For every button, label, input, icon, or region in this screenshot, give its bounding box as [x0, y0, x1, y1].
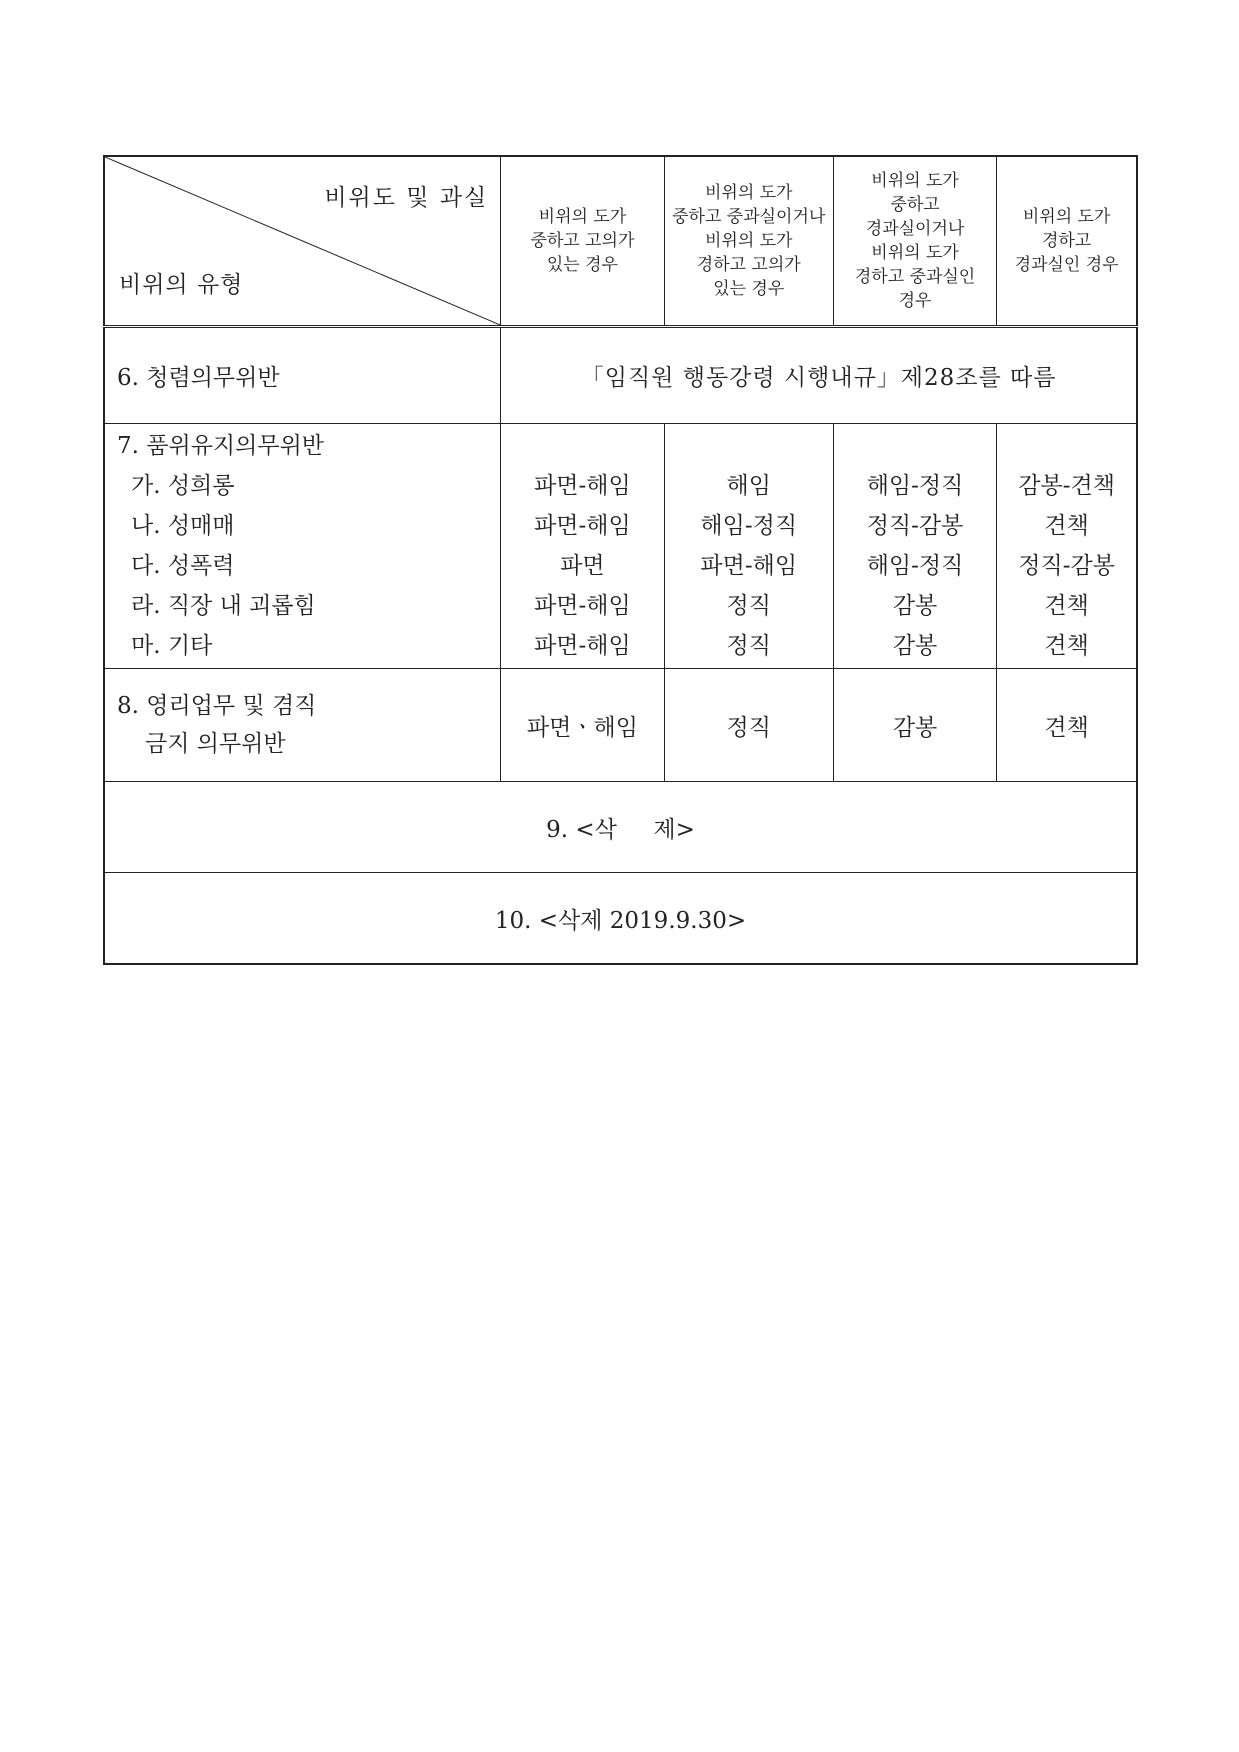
row7-value: 파면-해임: [534, 513, 631, 539]
row7-column-3: [833, 424, 996, 669]
row6-label: 6. 청렴의무위반: [104, 327, 501, 424]
row7-value: 해임-정직: [866, 473, 964, 499]
header-row: [104, 156, 1137, 327]
row8-value: 파면ㆍ해임: [501, 669, 664, 782]
row8-label-line2: 금지 의무위반: [145, 731, 286, 757]
row7-label-cell: [104, 424, 501, 669]
row7-value: 견책: [1044, 593, 1089, 619]
header-type-label: 비위의 유형: [119, 272, 244, 298]
row7-value: 파면-해임: [534, 593, 631, 619]
row7-value: 파면-해임: [700, 553, 798, 579]
row8-value: 견책: [997, 669, 1137, 782]
table-row-8: [104, 669, 1137, 782]
disciplinary-standards-table: [103, 155, 1138, 965]
row7-value: 파면-해임: [534, 633, 631, 659]
table-row-9: [104, 782, 1137, 873]
row7-value: 정직-감봉: [866, 513, 964, 539]
row7-value: 파면: [560, 553, 605, 579]
row7-value: 감봉-견책: [1018, 473, 1115, 499]
row7-value: 정직: [726, 593, 771, 619]
header-severity-label: 비위도 및 과실: [324, 185, 489, 211]
row7-value: 해임-정직: [700, 513, 798, 539]
table-row-6: [104, 327, 1137, 424]
table-row-7: [104, 424, 1137, 669]
row7-item-label: 다. 성폭력: [131, 553, 235, 579]
row7-item-label: 마. 기타: [131, 633, 213, 659]
row7-value: 정직: [726, 633, 771, 659]
row7-column-4: [997, 424, 1137, 669]
row7-value: 파면-해임: [534, 473, 631, 499]
row7-value: 감봉: [892, 593, 938, 619]
header-column-1: 비위의 도가 중하고 고의가 있는 경우: [501, 156, 664, 327]
row7-label: 7. 품위유지의무위반: [117, 433, 324, 459]
row8-label-line1: 8. 영리업무 및 겸직: [117, 693, 317, 719]
row7-value: 정직-감봉: [1018, 553, 1115, 579]
row7-item-label: 나. 성매매: [131, 513, 235, 539]
row7-value: 견책: [1044, 633, 1089, 659]
row7-item-label: 가. 성희롱: [131, 473, 235, 499]
diagonal-header-cell: [104, 156, 501, 327]
row7-value: 견책: [1044, 513, 1089, 539]
header-column-2: 비위의 도가 중하고 중과실이거나 비위의 도가 경하고 고의가 있는 경우: [664, 156, 833, 327]
row7-column-2: [664, 424, 833, 669]
row7-value: 감봉: [892, 633, 938, 659]
row10-deleted: 10. <삭제 2019.9.30>: [104, 873, 1137, 965]
table-row-10: [104, 873, 1137, 965]
row9-deleted: 9. <삭 제>: [104, 782, 1137, 873]
row7-column-1: [501, 424, 664, 669]
row6-merged-value: 「임직원 행동강령 시행내규」제28조를 따름: [501, 327, 1137, 424]
row7-value: 해임: [726, 473, 771, 499]
header-column-3: 비위의 도가 중하고 경과실이거나 비위의 도가 경하고 중과실인 경우: [833, 156, 996, 327]
row8-label-cell: [104, 669, 501, 782]
header-column-4: 비위의 도가 경하고 경과실인 경우: [997, 156, 1137, 327]
row8-value: 정직: [664, 669, 833, 782]
row7-item-label: 라. 직장 내 괴롭힘: [131, 593, 316, 619]
row8-value: 감봉: [833, 669, 996, 782]
row7-value: 해임-정직: [866, 553, 964, 579]
